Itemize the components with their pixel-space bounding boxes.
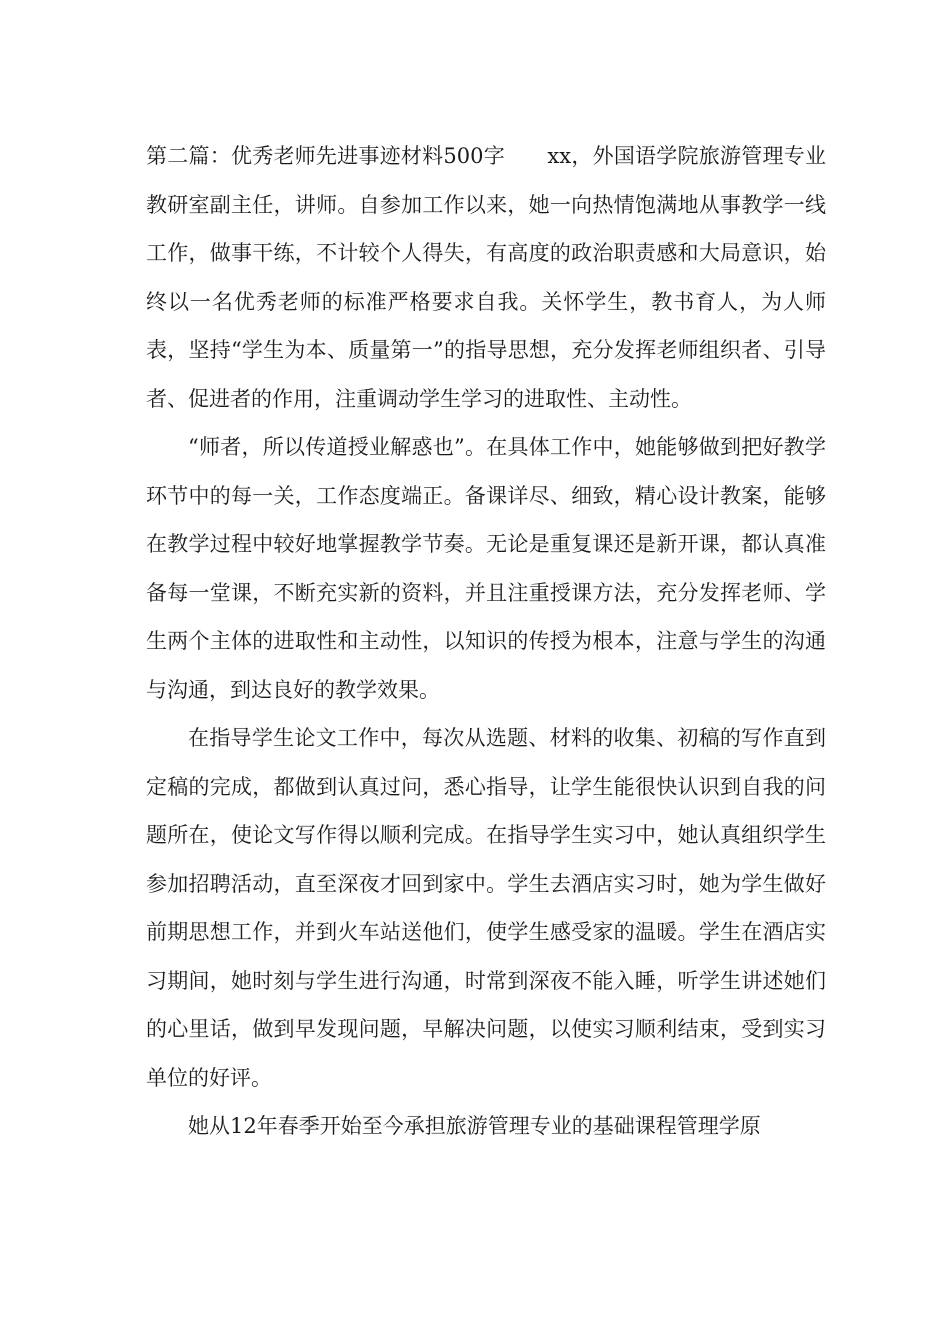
document-body — [146, 132, 826, 1151]
paragraph-3: 在指导学生论文工作中，每次从选题、材料的收集、初稿的写作直到定稿的完成，都做到认真过问，悉心指导，让学生能很快认识到自我的问题所在，使论文写作得以顺利完成。在指导学生实习中，她认真组织学生参加招聘活动，直至深夜才回到家中。学生去酒店实习时，她为学生做好前期思想工作，并到火车站送他们，使学生感受家的温暖。学生在酒店实习期间，她时刻与学生进行沟通，时常到深夜不能入睡，听学生讲述她们的心里话，做到早发现问题，早解决问题，以使实习顺利结束，受到实习单位的好评。 — [146, 726, 826, 1090]
paragraph-2: “师者，所以传道授业解惑也”。在具体工作中，她能够做到把好教学环节中的每一关，工作态度端正。备课详尽、细致，精心设计教案，能够在教学过程中较好地掌握教学节奏。无论是重复课还是新开课，都认真准备每一堂课，不断充实新的资料，并且注重授课方法，充分发挥老师、学生两个主体的进取性和主动性，以知识的传授为根本，注意与学生的沟通与沟通，到达良好的教学效果。 — [146, 435, 826, 702]
paragraph-4: 她从12年春季开始至今承担旅游管理专业的基础课程管理学原 — [188, 1114, 761, 1138]
paragraph-1: 第二篇：优秀老师先进事迹材料500字 xx，外国语学院旅游管理专业教研室副主任，讲师。自参加工作以来，她一向热情饱满地从事教学一线工作，做事干练，不计较个人得失，有高度的政治职责感和大局意识，始终以一名优秀老师的标准严格要求自我。关怀学生，教书育人，为人师表，坚持“学生为本、质量第一”的指导思想，充分发挥老师组织者、引导者、促进者的作用，注重调动学生学习的进取性、主动性。 — [146, 144, 826, 411]
